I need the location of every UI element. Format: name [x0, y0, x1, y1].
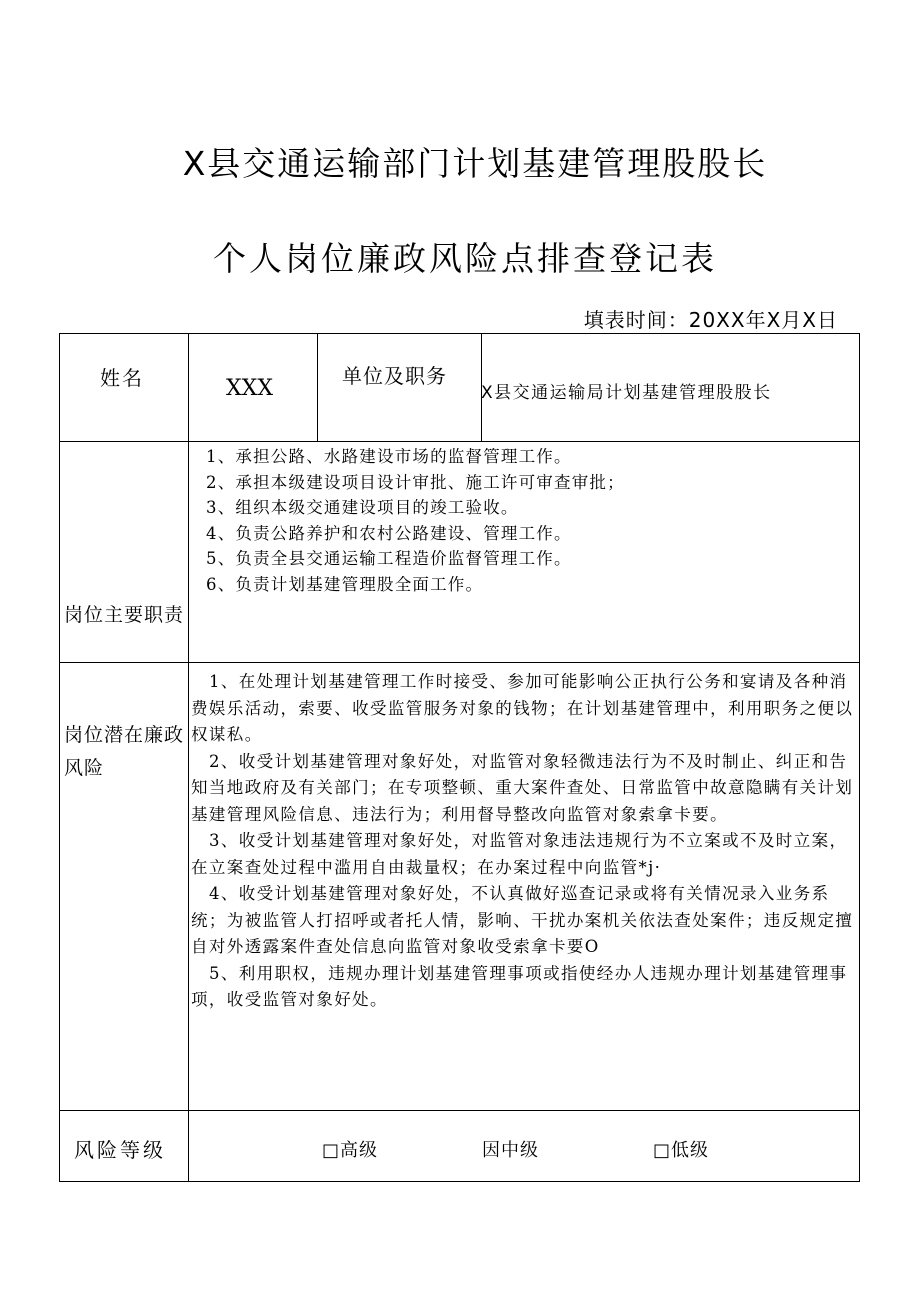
document-title: X县交通运输部门计划基建管理股股长	[182, 144, 768, 183]
registration-table	[59, 333, 860, 1182]
document-subtitle: 个人岗位廉政风险点排查登记表	[213, 239, 717, 278]
unit-value: X县交通运输局计划基建管理股股长	[481, 383, 772, 403]
row-divider	[60, 662, 859, 663]
duty-item: 5、负责全县交通运输工程造价监督管理工作。	[206, 549, 572, 568]
risk-item: 3、收受计划基建管理对象好处，对监管对象违法违规行为不立案或不及时立案，在立案查处过程中滥用自由裁量权；在办案过程中向监管*j·	[191, 831, 848, 877]
duty-item: 1、承担公路、水路建设市场的监督管理工作。	[206, 447, 572, 466]
risks-list	[191, 669, 855, 1014]
duty-item: 2、承担本级建设项目设计审批、施工许可审查审批；	[206, 472, 625, 492]
risk-item: 1、在处理计划基建管理工作时接受、参加可能影响公正执行公务和宴请及各种消费娱乐活动，索要、收受监管服务对象的钱物；在计划基建管理中，利用职务之便以权谋私。	[191, 672, 854, 744]
risk-level-mid[interactable]: 因中级	[482, 1140, 539, 1161]
risk-item: 4、收受计划基建管理对象好处，不认真做好巡查记录或将有关情况录入业务系统；为被监管人打招呼或者托人情，影响、干扰办案机关依法查处案件；违反规定擅自对外透露案件查处信息向监管对象收受索拿卡要O	[191, 884, 854, 956]
name-value: XXX	[226, 376, 273, 401]
risk-level-low[interactable]: □低级	[653, 1140, 710, 1161]
duty-item: 4、负责公路养护和农村公路建设、管理工作。	[206, 523, 572, 543]
fill-date: 填表时间：20XX年X月X日	[583, 308, 838, 332]
name-label: 姓名	[100, 366, 144, 390]
column-divider	[317, 334, 318, 441]
row-divider	[60, 441, 859, 442]
risk-item: 2、收受计划基建管理对象好处，对监管对象轻微违法行为不及时制止、纠正和告知当地政府及有关部门；在专项整顿、重大案件查处、日常监管中故意隐瞒有关计划基建管理风险信息、违法行为；利用督导整改向监管对象索拿卡要。	[191, 751, 854, 824]
risk-level-high[interactable]: □高级	[322, 1140, 379, 1161]
duty-item: 6、负责计划基建管理股全面工作。	[206, 574, 484, 594]
risk-item: 5、利用职权，违规办理计划基建管理事项或指使经办人违规办理计划基建管理事项，收受监管对象好处。	[191, 963, 848, 1009]
risk-level-label: 风险等级	[74, 1138, 166, 1162]
duty-item: 3、组织本级交通建设项目的竣工验收。	[206, 498, 519, 517]
unit-label: 单位及职务	[342, 364, 447, 388]
column-divider	[188, 334, 189, 1182]
duties-list	[206, 444, 625, 597]
row-divider	[60, 1110, 859, 1111]
risks-label: 岗位潜在廉政风险	[64, 724, 185, 779]
duties-label: 岗位主要职责	[64, 604, 185, 626]
